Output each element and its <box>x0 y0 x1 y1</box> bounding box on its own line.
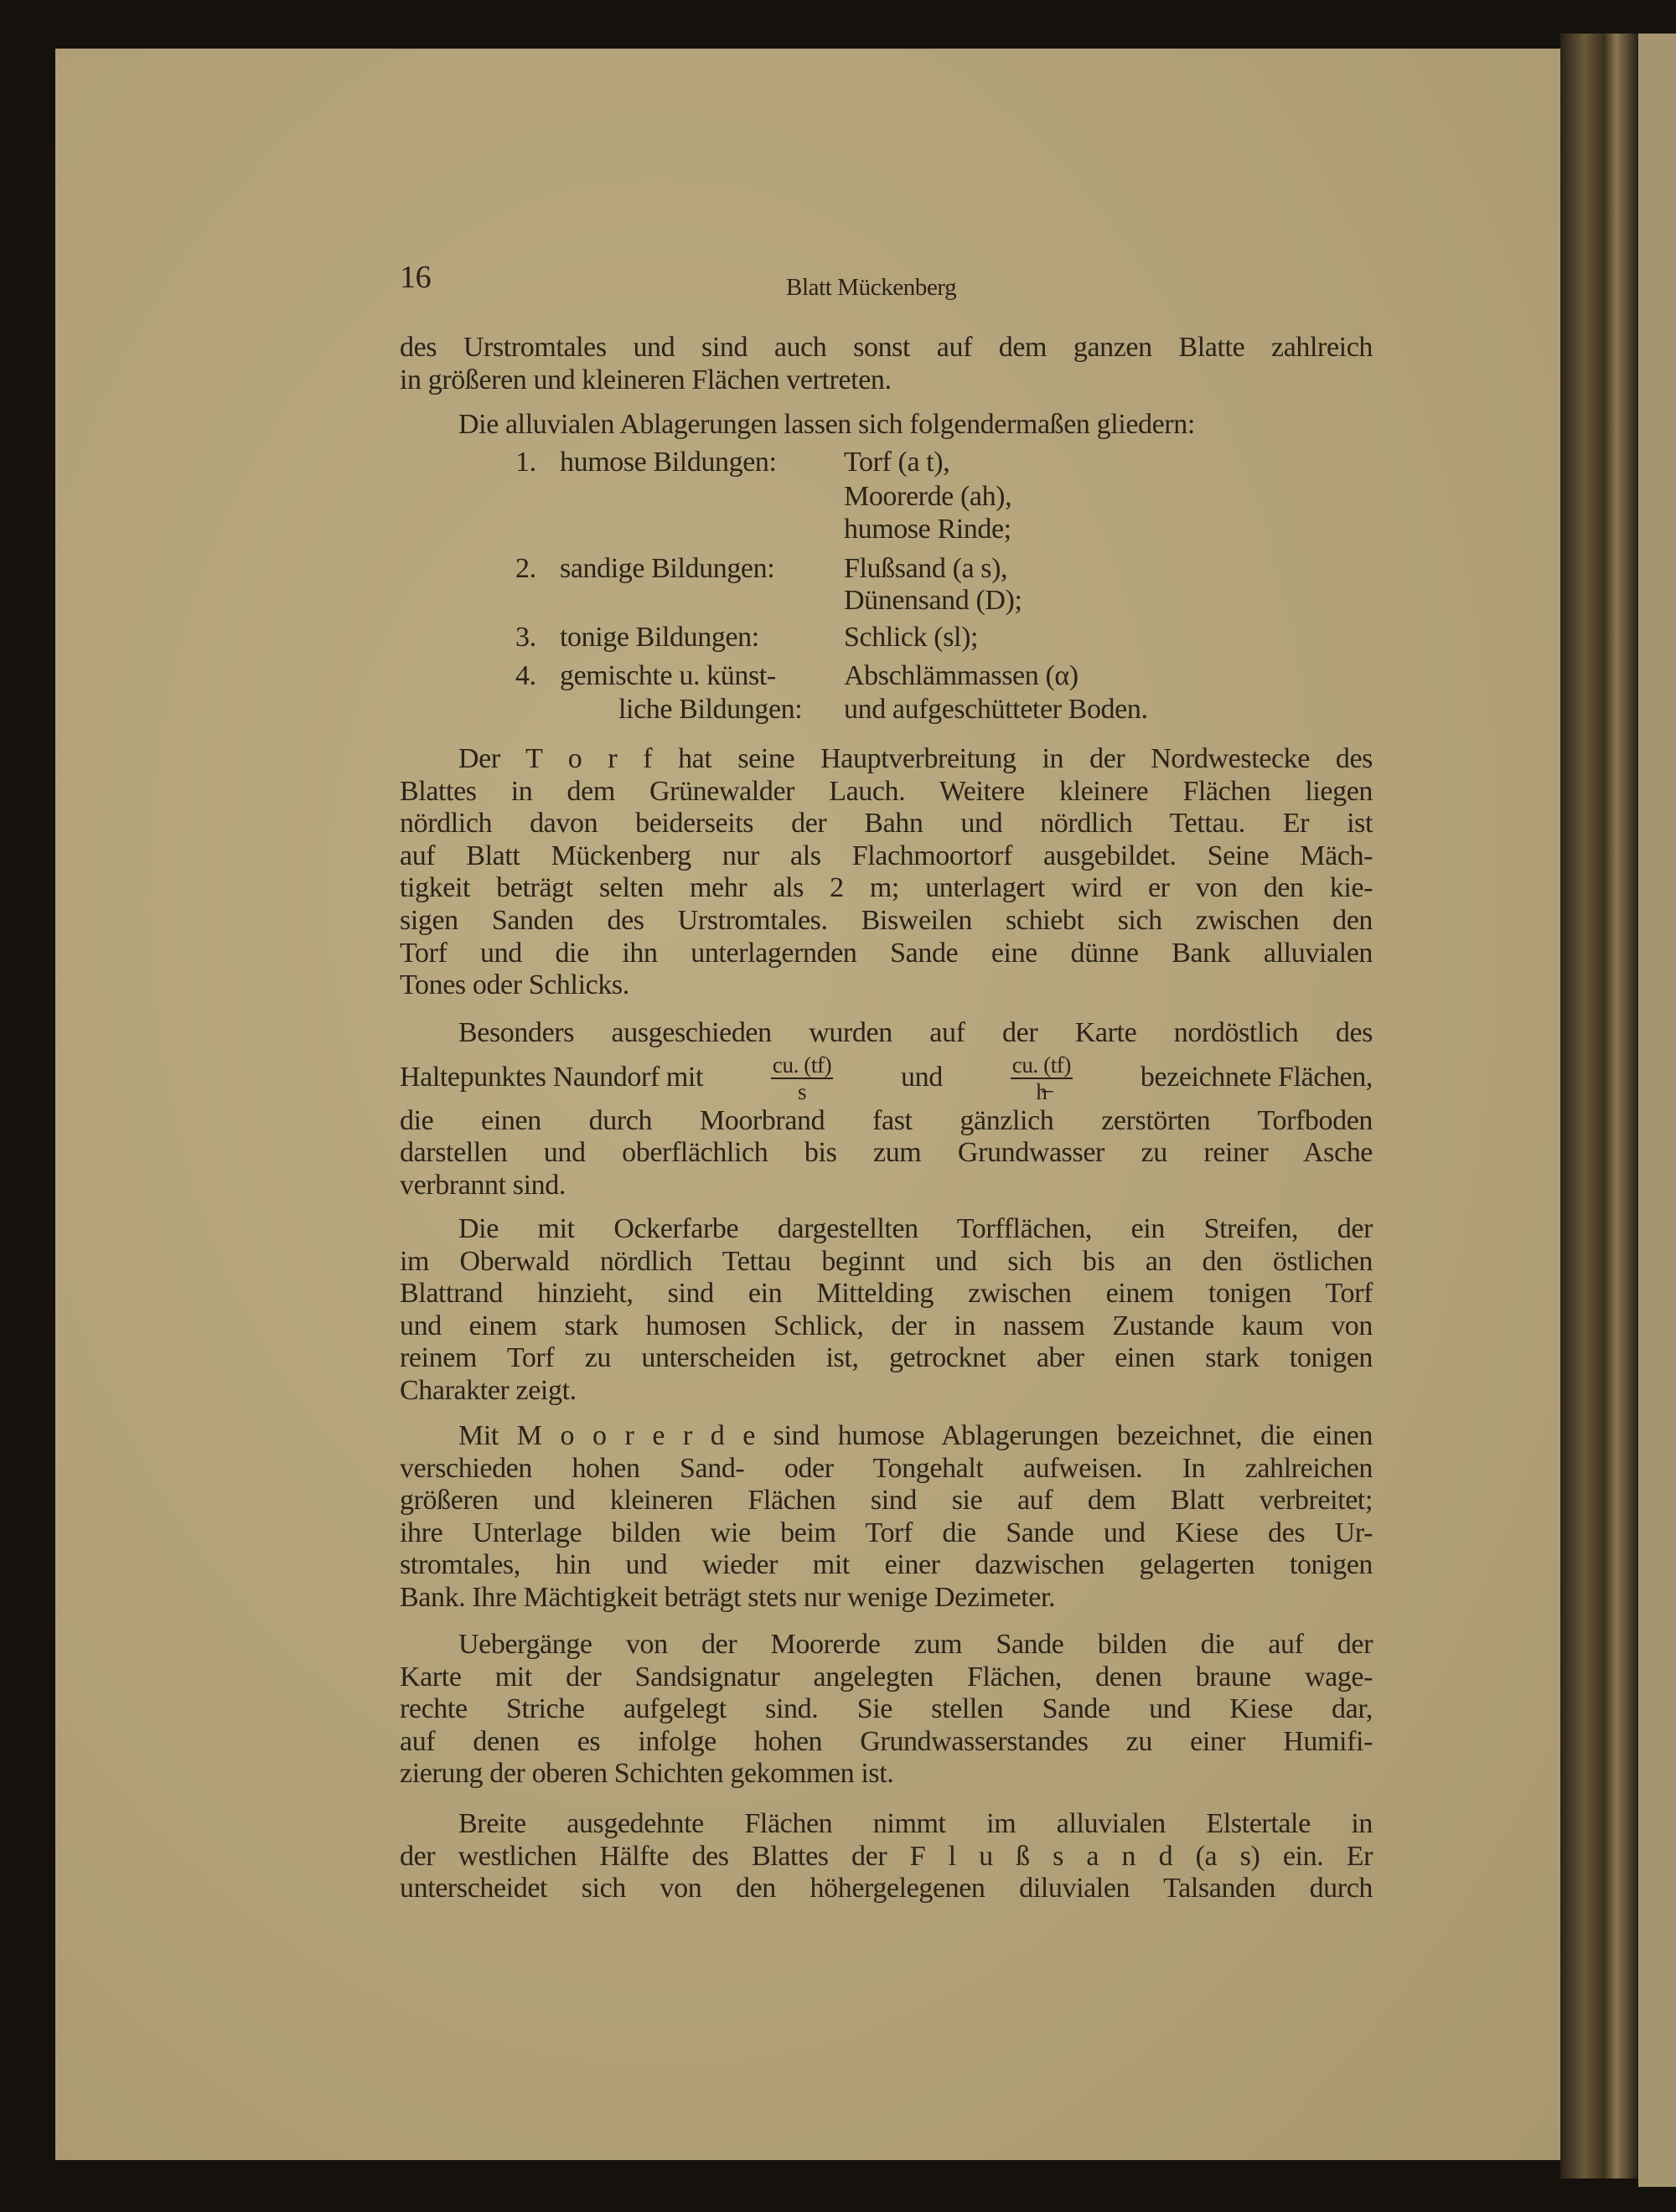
list-value: Schlick (sl); <box>844 622 979 653</box>
paragraph <box>400 1017 1373 1202</box>
text-line: die einen durch Moorbrand fast gänzlich zerstörten Torfboden <box>400 1104 1373 1136</box>
text-line: reinem Torf zu unterscheiden ist, getrocknet aber einen stark tonigen <box>400 1342 1373 1374</box>
list-label: gemischte u. künst- <box>560 660 776 691</box>
list-label: sandige Bildungen: <box>560 553 775 584</box>
fraction-numerator: cu. (tf) <box>1011 1052 1071 1078</box>
list-value: Torf (a t), <box>844 447 950 478</box>
text-line: sigen Sanden des Urstromtales. Bisweilen schiebt sich zwischen den <box>400 904 1373 936</box>
text-line: Karte mit der Sandsignatur angelegten Flächen, denen braune wage- <box>400 1661 1373 1693</box>
text-line: größeren und kleineren Flächen sind sie auf dem Blatt verbreitet; <box>400 1485 1373 1517</box>
text-segment: und <box>901 1062 943 1093</box>
fraction <box>771 1052 833 1104</box>
list-value: humose Rinde; <box>844 514 1011 545</box>
paragraph-continuation <box>400 1105 1373 1202</box>
text-line: Breite ausgedehnte Flächen nimmt im alluvialen Elstertale in <box>458 1808 1373 1839</box>
list-number: 2. <box>515 553 536 584</box>
list-label: liche Bildungen: <box>618 694 803 725</box>
text-line: Die mit Ockerfarbe dargestellten Torfflächen, ein Streifen, der <box>458 1213 1373 1244</box>
text-line: Der T o r f hat seine Hauptverbreitung in der Nordwestecke des <box>458 743 1373 774</box>
text-line: Besonders ausgeschieden wurden auf der Karte nordöstlich des <box>458 1017 1373 1048</box>
text-line: auf denen es infolge hohen Grundwasserstandes zu einer Humifi- <box>400 1725 1373 1757</box>
text-line: Mit M o o r e r d e sind humose Ablagerungen bezeichnet, die einen <box>458 1420 1373 1451</box>
text-line: zierung der oberen Schichten gekommen ist. <box>400 1758 894 1790</box>
paragraph <box>400 743 1373 1002</box>
text-line: Blattes in dem Grünewalder Lauch. Weitere kleinere Flächen liegen <box>400 775 1373 807</box>
paragraph <box>400 1629 1373 1791</box>
text-line: Torf und die ihn unterlagernden Sande eine dünne Bank alluvialen <box>400 937 1373 969</box>
text-line: Blattrand hinzieht, sind ein Mittelding zwischen einem tonigen Torf <box>400 1278 1373 1310</box>
text-line: stromtales, hin und wieder mit einer dazwischen gelagerten tonigen <box>400 1549 1373 1581</box>
list-number: 1. <box>515 447 536 478</box>
text-line: auf Blatt Mückenberg nur als Flachmoortorf ausgebildet. Seine Mäch- <box>400 840 1373 871</box>
list-label: humose Bildungen: <box>560 447 777 478</box>
fraction <box>1011 1052 1073 1104</box>
text-line: Tones oder Schlicks. <box>400 969 629 1001</box>
text-line: Uebergänge von der Moorerde zum Sande bilden die auf der <box>458 1629 1373 1660</box>
text-line: im Oberwald nördlich Tettau beginnt und sich bis an den östlichen <box>400 1245 1373 1277</box>
list-intro-text: Die alluvialen Ablagerungen lassen sich folgendermaßen gliedern: <box>458 409 1195 440</box>
book-spine-edge <box>1560 34 1640 2178</box>
text-line: verschieden hohen Sand- oder Tongehalt aufweisen. In zahlreichen <box>400 1452 1373 1484</box>
text-line: tigkeit beträgt selten mehr als 2 m; unterlagert wird er von den kie- <box>400 872 1373 904</box>
text-line: nördlich davon beiderseits der Bahn und nördlich Tettau. Er ist <box>400 808 1373 840</box>
text-line: der westlichen Hälfte des Blattes der F l u ß s a n d (a s) ein. Er <box>400 1840 1373 1872</box>
running-title: Blatt Mückenberg <box>786 274 957 301</box>
paragraph <box>400 1213 1373 1408</box>
text-line: und einem stark humosen Schlick, der in nassem Zustande kaum von <box>400 1310 1373 1341</box>
list-value: Dünensand (D); <box>844 585 1022 616</box>
paragraph-intro <box>400 332 1373 396</box>
list-value: und aufgeschütteter Boden. <box>844 694 1148 725</box>
text-segment: Haltepunktes Naundorf mit <box>400 1062 704 1093</box>
fraction-numerator: cu. (tf) <box>772 1052 832 1078</box>
text-line: unterscheidet sich von den höhergelegenen diluvialen Talsanden durch <box>400 1873 1373 1904</box>
text-segment: bezeichnete Flächen, <box>1140 1062 1373 1093</box>
text-line: des Urstromtales und sind auch sonst auf dem ganzen Blatte zahlreich <box>400 332 1373 363</box>
fraction-denominator: h̶ <box>1036 1078 1048 1104</box>
list-value: Flußsand (a s), <box>844 553 1008 584</box>
text-line: Charakter zeigt. <box>400 1374 577 1406</box>
list-value: Moorerde (ah), <box>844 481 1012 512</box>
list-value: Abschlämmassen (α) <box>844 660 1079 691</box>
list-label: tonige Bildungen: <box>560 622 759 653</box>
list-intro <box>400 409 1373 442</box>
text-line: rechte Striche aufgelegt sind. Sie stellen Sande und Kiese dar, <box>400 1693 1373 1725</box>
text-line: darstellen und oberflächlich bis zum Grundwasser zu reiner Asche <box>400 1137 1373 1169</box>
paragraph <box>400 1808 1373 1905</box>
list-number: 4. <box>515 660 536 691</box>
text-line: Bank. Ihre Mächtigkeit beträgt stets nur wenige Dezimeter. <box>400 1581 1056 1613</box>
page-number: 16 <box>400 260 432 295</box>
text-line: ihre Unterlage bilden wie beim Torf die Sande und Kiese des Ur- <box>400 1517 1373 1548</box>
text-line: in größeren und kleineren Flächen vertreten. <box>400 364 892 395</box>
paragraph <box>400 1420 1373 1615</box>
list-number: 3. <box>515 622 536 653</box>
fraction-denominator: s <box>797 1078 807 1104</box>
next-page-edge <box>1638 34 1676 2187</box>
text-line: verbrannt sind. <box>400 1169 566 1201</box>
